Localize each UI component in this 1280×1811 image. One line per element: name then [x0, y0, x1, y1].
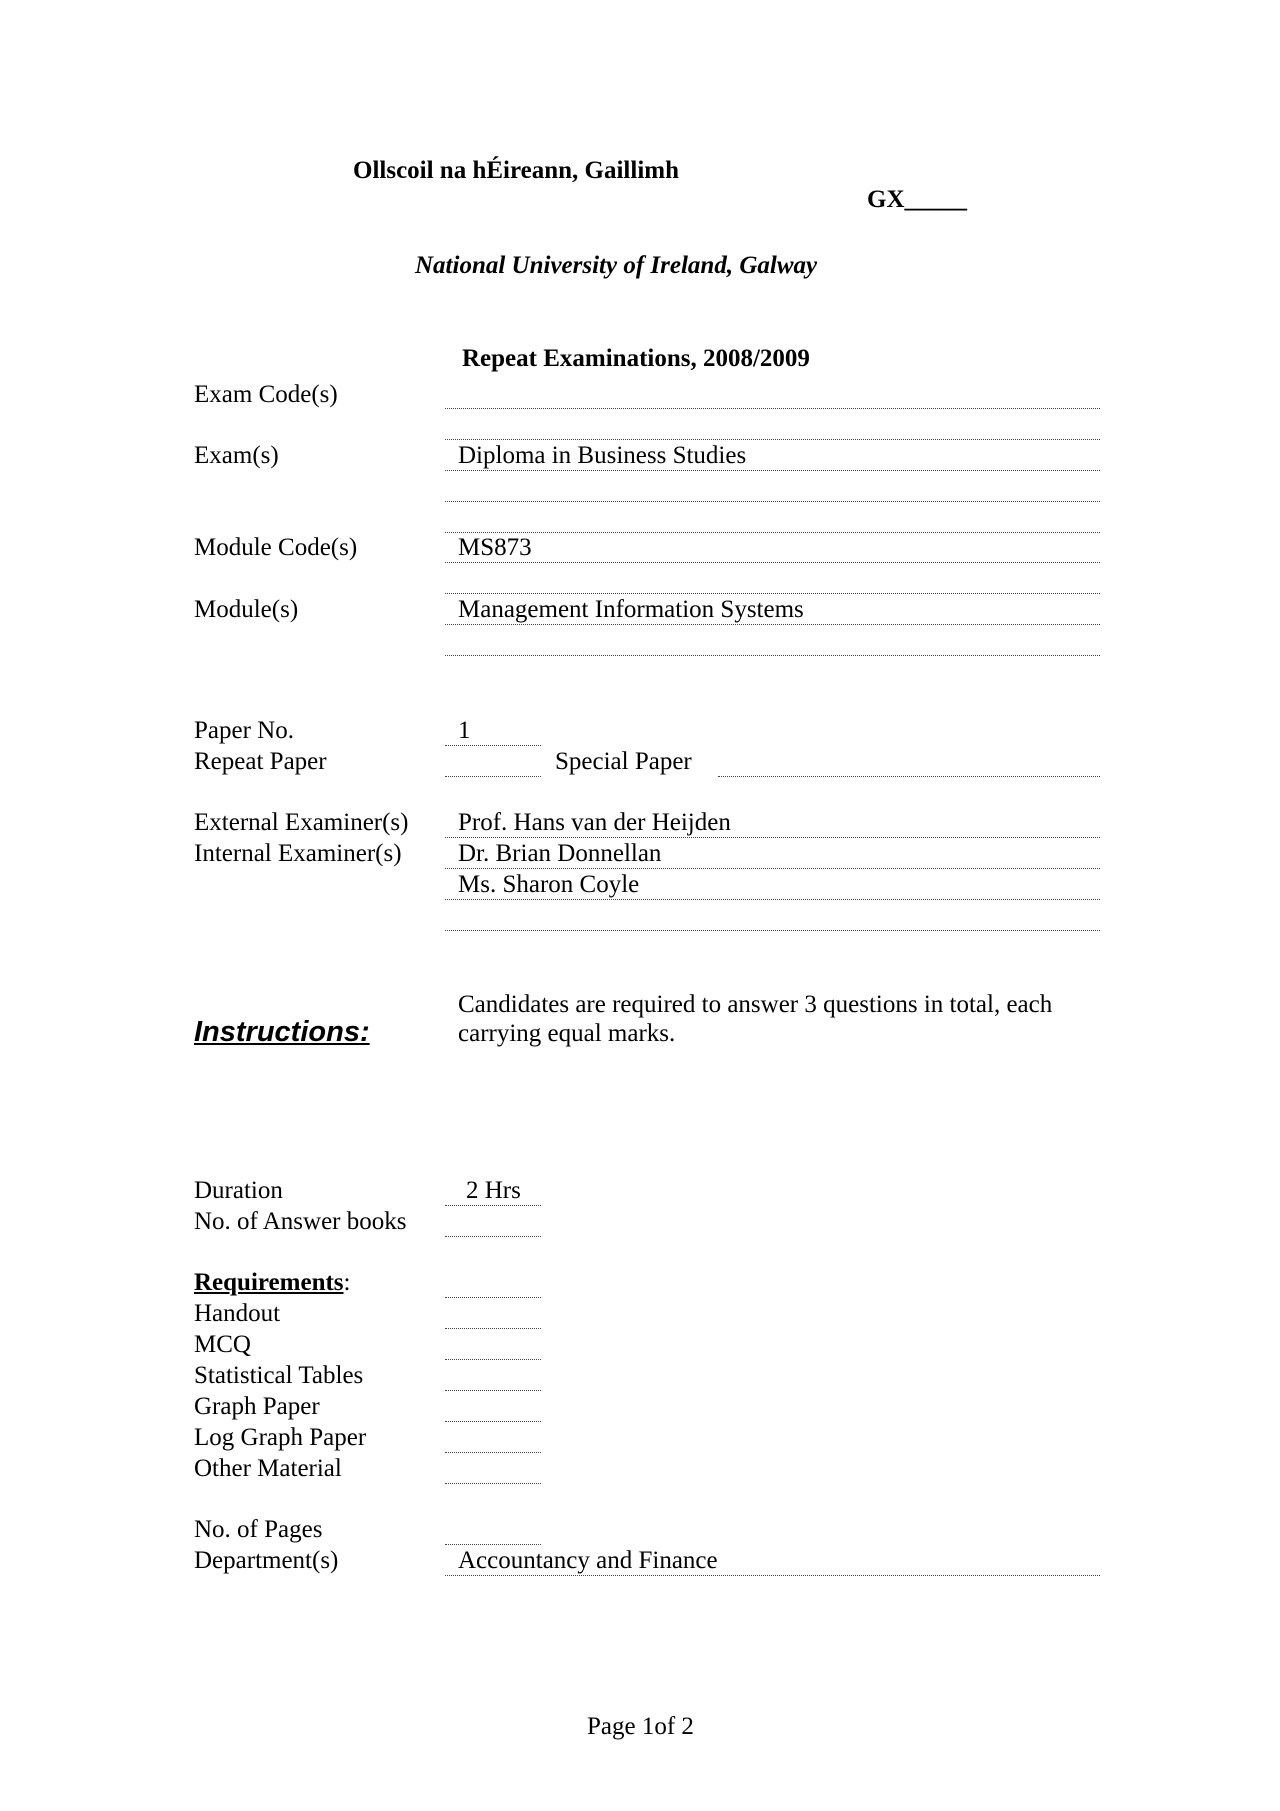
examiner-3: Ms. Sharon Coyle	[458, 871, 640, 898]
duration-line	[445, 1205, 541, 1206]
other-material-line	[445, 1483, 541, 1484]
irish-university-name: Ollscoil na hÉireann, Gaillimh	[353, 157, 679, 184]
exams-line-2	[445, 501, 1100, 502]
examiner-line-2	[445, 868, 1100, 869]
pages-label: No. of Pages	[194, 1516, 323, 1543]
internal-examiners-label: Internal Examiner(s)	[194, 840, 402, 867]
exam-session-title: Repeat Examinations, 2008/2009	[462, 345, 810, 372]
pages-line	[445, 1544, 541, 1545]
paper-no-line	[445, 745, 541, 746]
requirement-statistical-tables: Statistical Tables	[194, 1362, 364, 1389]
special-paper-line	[718, 776, 1100, 777]
log-graph-paper-line	[445, 1452, 541, 1453]
modules-value: Management Information Systems	[458, 596, 804, 623]
mcq-line	[445, 1359, 541, 1360]
paper-no-label: Paper No.	[194, 717, 294, 744]
examiner-1: Prof. Hans van der Heijden	[458, 809, 731, 836]
repeat-paper-label: Repeat Paper	[194, 748, 327, 775]
statistical-tables-line	[445, 1390, 541, 1391]
requirement-other-material: Other Material	[194, 1455, 342, 1482]
requirement-mcq: MCQ	[194, 1331, 251, 1358]
module-codes-label: Module Code(s)	[194, 534, 358, 561]
paper-no-value: 1	[458, 717, 471, 744]
requirement-handout: Handout	[194, 1300, 281, 1327]
departments-line	[445, 1575, 1100, 1576]
modules-label: Module(s)	[194, 596, 299, 623]
english-university-name: National University of Ireland, Galway	[415, 252, 818, 279]
exam-codes-line-2	[445, 439, 1100, 440]
exams-line-1	[445, 470, 1100, 471]
page-indicator: Page 1of 2	[587, 1713, 694, 1740]
instructions-label: Instructions	[194, 1016, 360, 1048]
answer-books-line	[445, 1236, 541, 1237]
modules-line-2	[445, 655, 1100, 656]
repeat-paper-line	[445, 776, 541, 777]
gx-code: GX_____	[867, 186, 967, 213]
exams-line-3	[445, 532, 1100, 533]
requirements-colon: :	[343, 1269, 351, 1296]
requirements-label: Requirements	[194, 1269, 344, 1296]
exams-label: Exam(s)	[194, 442, 279, 469]
answer-books-label: No. of Answer books	[194, 1208, 407, 1235]
module-codes-line-2	[445, 593, 1100, 594]
requirements-line	[445, 1297, 541, 1298]
instructions-line-2: carrying equal marks.	[458, 1020, 676, 1047]
examiner-line-3	[445, 899, 1100, 900]
instructions-line-1: Candidates are required to answer 3 questions in total, each	[458, 991, 1053, 1018]
external-examiners-label: External Examiner(s)	[194, 809, 409, 836]
departments-value: Accountancy and Finance	[458, 1547, 718, 1574]
duration-value: 2 Hrs	[466, 1177, 521, 1204]
requirement-graph-paper: Graph Paper	[194, 1393, 320, 1420]
exams-value: Diploma in Business Studies	[458, 442, 747, 469]
module-codes-value: MS873	[458, 534, 532, 561]
examiner-line-4	[445, 930, 1100, 931]
exam-codes-label: Exam Code(s)	[194, 381, 338, 408]
exam-codes-line-1	[445, 408, 1100, 409]
handout-line	[445, 1328, 541, 1329]
instructions-colon: :	[359, 1016, 370, 1048]
examiner-2: Dr. Brian Donnellan	[458, 840, 662, 867]
graph-paper-line	[445, 1421, 541, 1422]
duration-label: Duration	[194, 1177, 283, 1204]
requirements-heading	[194, 1268, 350, 1298]
module-codes-line-1	[445, 562, 1100, 563]
instructions-heading	[194, 1016, 370, 1049]
modules-line-1	[445, 624, 1100, 625]
requirement-log-graph-paper: Log Graph Paper	[194, 1424, 367, 1451]
special-paper-label: Special Paper	[555, 748, 692, 775]
departments-label: Department(s)	[194, 1547, 339, 1574]
examiner-line-1	[445, 837, 1100, 838]
